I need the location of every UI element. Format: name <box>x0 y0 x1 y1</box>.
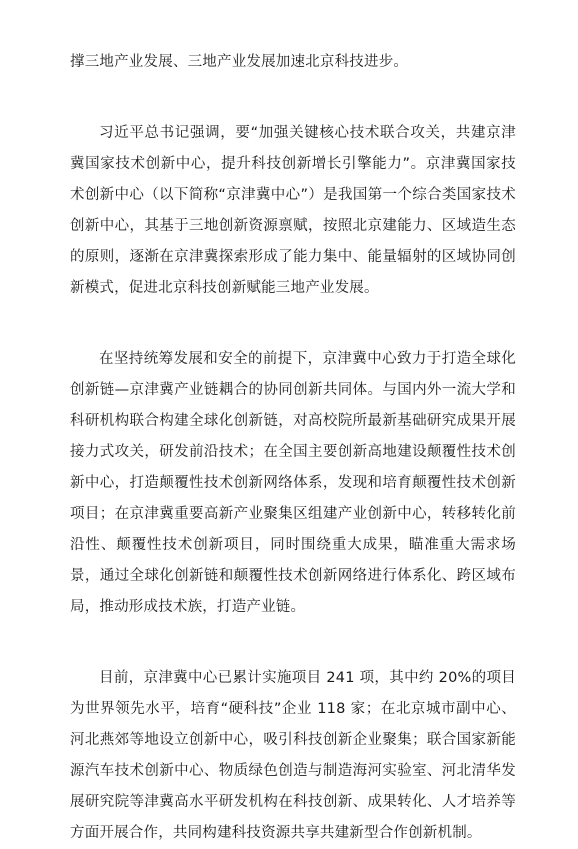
paragraph-innovation-center-intro: 习近平总书记强调，要“加强关键核心技术联合攻关，共建京津冀国家技术创新中心，提升科技创新增长引擎能力”。京津冀国家技术创新中心（以下简称“京津冀中心”）是我国第一个综合类国家技术创新中心，其基于三地创新资源禀赋，按照北京建能力、区域造生态的原则，逐渐在京津冀探索形成了能力集中、能量辐射的区域协同创新模式，促进北京科技创新赋能三地产业发展。 <box>70 125 516 296</box>
paragraph-continued: 撑三地产业发展、三地产业发展加速北京科技进步。 <box>70 54 409 70</box>
paragraph-achievements: 目前，京津冀中心已累计实施项目 241 项，其中约 20%的项目为世界领先水平，培育“硬科技”企业 118 家；在北京城市副中心、河北燕郊等地设立创新中心，吸引科技创新企业聚集；联合国家新能源汽车技术创新中心、物质绿色创造与制造海河实验室、河北清华发展研究院等津冀高水平研发机构在科技创新、成果转化、人才培养等方面开展合作，共同构建科技资源共享共建新型合作创新机制。 <box>70 670 516 841</box>
paragraph-innovation-chain: 在坚持统筹发展和安全的前提下，京津冀中心致力于打造全球化创新链—京津冀产业链耦合的协同创新共同体。与国内外一流大学和科研机构联合构建全球化创新链，对高校院所最新基础研究成果开展接力式攻关，研发前沿技术；在全国主要创新高地建设颠覆性技术创新中心，打造颠覆性技术创新网络体系，发现和培育颠覆性技术创新项目；在京津冀重要高新产业聚集区组建产业创新中心，转移转化前沿性、颠覆性技术创新项目，同时围绕重大成果，瞄准重大需求场景，通过全球化创新链和颠覆性技术创新网络进行体系化、跨区域布局，推动形成技术族，打造产业链。 <box>70 351 516 615</box>
